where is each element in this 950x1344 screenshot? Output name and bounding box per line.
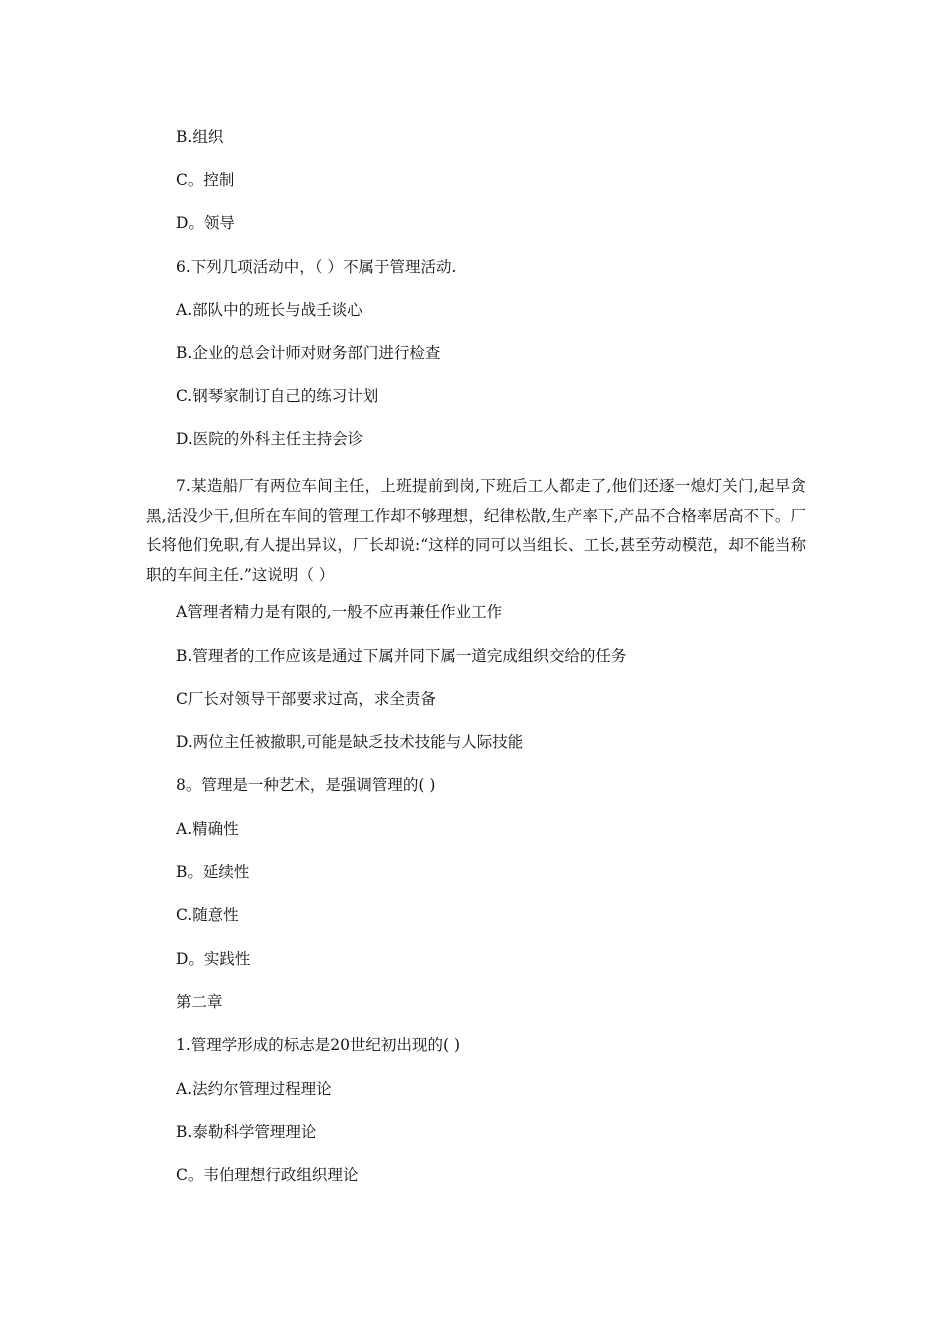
ch2-q1-option-a: A.法约尔管理过程理论 [176, 1080, 332, 1098]
q6-option-c: C.钢琴家制订自己的练习计划 [176, 387, 379, 405]
question-7: 7.某造船厂有两位车间主任，上班提前到岗,下班后工人都走了,他们还逐一熄灯关门,起早贪黑,活没少干,但所在车间的管理工作却不够理想，纪律松散,生产率下,产品不合格率居高不下。厂长将他们免职,有人提出异议，厂长却说:“这样的同可以当组长、工长,甚至劳动模范，却不能当称职的车间主任.”这说明（ ） [146, 477, 806, 584]
option-c-control: C。控制 [176, 171, 235, 189]
q7-option-c: C厂长对领导干部要求过高，求全责备 [176, 690, 436, 708]
option-b-organize: B.组织 [176, 128, 224, 146]
q8-option-a: A.精确性 [176, 820, 239, 838]
chapter-heading: 第二章 [176, 993, 223, 1011]
question-6: 6.下列几项活动中，（ ）不属于管理活动. [176, 258, 457, 276]
q7-option-b: B.管理者的工作应该是通过下属并同下属一道完成组织交给的任务 [176, 647, 627, 665]
ch2-q1-option-b: B.泰勒科学管理理论 [176, 1123, 317, 1141]
q8-option-c: C.随意性 [176, 906, 239, 924]
question-8: 8。管理是一种艺术，是强调管理的( ) [176, 776, 436, 794]
q6-option-d: D.医院的外科主任主持会诊 [176, 430, 364, 448]
ch2-q1-option-c: C。韦伯理想行政组织理论 [176, 1166, 359, 1184]
q7-option-d: D.两位主任被撤职,可能是缺乏技术技能与人际技能 [176, 733, 524, 751]
q8-option-d: D。实践性 [176, 950, 251, 968]
ch2-question-1: 1.管理学形成的标志是20世纪初出现的( ) [176, 1036, 461, 1054]
q8-option-b: B。延续性 [176, 863, 250, 881]
q6-option-a: A.部队中的班长与战壬谈心 [176, 301, 363, 319]
q7-option-a: A管理者精力是有限的,一般不应再兼任作业工作 [176, 603, 503, 621]
q6-option-b: B.企业的总会计师对财务部门进行检查 [176, 344, 441, 362]
option-d-lead: D。领导 [176, 214, 235, 232]
